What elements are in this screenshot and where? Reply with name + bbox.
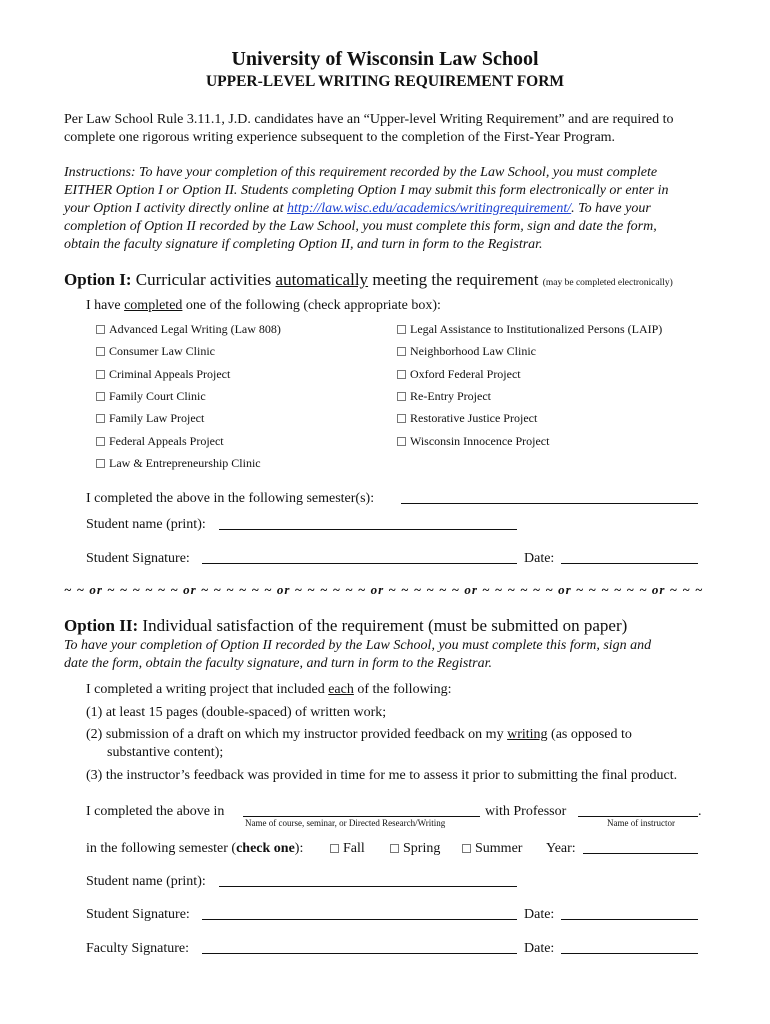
date-label: Date: xyxy=(524,551,555,566)
date-field[interactable] xyxy=(561,563,698,564)
checkbox-icon[interactable] xyxy=(390,844,399,853)
student-signature-label: Student Signature: xyxy=(86,551,190,566)
checkbox-federal-appeals-project[interactable]: Federal Appeals Project xyxy=(96,434,224,449)
checkbox-restorative-justice-project[interactable]: Restorative Justice Project xyxy=(397,411,537,426)
or-divider: ~ ~ or ~ ~ ~ ~ ~ ~ or ~ ~ ~ ~ ~ ~ or ~ ~ ~ ~ ~ ~ or ~ ~ ~ ~ ~ ~ or ~ ~ ~ ~ ~ ~ or ~ ~ ~ ~ ~ ~ or ~ ~ ~ xyxy=(64,582,704,597)
checkbox-icon[interactable] xyxy=(96,392,105,401)
intro-line-2: complete one rigorous writing experience subsequent to the completion of the First-Year Program. xyxy=(64,130,616,145)
instructions-line-1: Instructions: To have your completion of this requirement recorded by the Law School, you must complete xyxy=(64,165,658,180)
faculty-signature-label: Faculty Signature: xyxy=(86,941,190,956)
faculty-signature-field[interactable] xyxy=(202,953,517,954)
option-1-prompt: I have completed one of the following (check appropriate box): xyxy=(86,298,441,313)
completed-in-label: I completed the above in xyxy=(86,804,225,819)
form-subtitle: UPPER-LEVEL WRITING REQUIREMENT FORM xyxy=(205,73,565,90)
student-signature-field[interactable] xyxy=(202,563,517,564)
checkbox-icon[interactable] xyxy=(96,437,105,446)
checkbox-icon[interactable] xyxy=(397,437,406,446)
professor-field[interactable] xyxy=(578,816,698,817)
year-label: Year: xyxy=(546,841,576,856)
course-caption: Name of course, seminar, or Directed Research/Writing xyxy=(245,818,446,828)
checkbox-consumer-law-clinic[interactable]: Consumer Law Clinic xyxy=(96,344,215,359)
option-2-student-name-label: Student name (print): xyxy=(86,874,206,889)
period: . xyxy=(698,804,702,819)
checkbox-re-entry-project[interactable]: Re-Entry Project xyxy=(397,389,491,404)
option-2-instructions-2: date the form, obtain the faculty signature, and turn in form to the Registrar. xyxy=(64,656,493,671)
checkbox-icon[interactable] xyxy=(397,325,406,334)
option-2-student-name-field[interactable] xyxy=(219,886,517,887)
project-intro: I completed a writing project that included each of the following: xyxy=(86,682,452,697)
option-2-date-label: Date: xyxy=(524,907,555,922)
option-2-heading: Option II: Individual satisfaction of the requirement (must be submitted on paper) xyxy=(64,616,628,635)
checkbox-icon[interactable] xyxy=(397,414,406,423)
requirement-2-cont: substantive content); xyxy=(107,745,224,760)
writing-requirement-link[interactable]: http://law.wisc.edu/academics/writingrequirement/ xyxy=(287,201,572,216)
checkbox-icon[interactable] xyxy=(96,414,105,423)
year-field[interactable] xyxy=(583,853,698,854)
checkbox-criminal-appeals-project[interactable]: Criminal Appeals Project xyxy=(96,367,230,382)
option-2-instructions-1: To have your completion of Option II recorded by the Law School, you must complete this form, sign and xyxy=(64,638,652,653)
semester-label: I completed the above in the following semester(s): xyxy=(86,491,375,506)
course-field[interactable] xyxy=(243,816,480,817)
student-name-field[interactable] xyxy=(219,529,517,530)
student-name-label: Student name (print): xyxy=(86,517,206,532)
checkbox-wisconsin-innocence-project[interactable]: Wisconsin Innocence Project xyxy=(397,434,549,449)
checkbox-icon[interactable] xyxy=(397,370,406,379)
checkbox-laip[interactable]: Legal Assistance to Institutionalized Persons (LAIP) xyxy=(397,322,662,337)
instructor-caption: Name of instructor xyxy=(607,818,675,828)
instructions-line-4: completion of Option II recorded by the Law School, you must complete this form, sign and date the form, xyxy=(64,219,657,234)
option-1-note: (may be completed electronically) xyxy=(542,278,673,288)
option-2-student-signature-field[interactable] xyxy=(202,919,517,920)
faculty-date-label: Date: xyxy=(524,941,555,956)
checkbox-icon[interactable] xyxy=(96,347,105,356)
checkbox-icon[interactable] xyxy=(96,325,105,334)
page-title: University of Wisconsin Law School xyxy=(231,48,539,70)
checkbox-icon[interactable] xyxy=(462,844,471,853)
instructions-line-3: your Option I activity directly online at http://law.wisc.edu/academics/writingrequirement/. To have your xyxy=(64,201,651,216)
checkbox-icon[interactable] xyxy=(96,459,105,468)
option-2-date-field[interactable] xyxy=(561,919,698,920)
semester-choice-label: in the following semester (check one): xyxy=(86,841,304,856)
option-1-heading: Option I: Curricular activities automatically meeting the requirement (may be completed electronically) xyxy=(64,270,673,289)
instructions-line-5: obtain the faculty signature if completing Option II, and turn in form to the Registrar. xyxy=(64,237,543,252)
semester-field[interactable] xyxy=(401,503,698,504)
checkbox-summer[interactable]: Summer xyxy=(462,840,522,858)
checkbox-fall[interactable]: Fall xyxy=(330,840,365,858)
checkbox-icon[interactable] xyxy=(397,392,406,401)
checkbox-advanced-legal-writing[interactable]: Advanced Legal Writing (Law 808) xyxy=(96,322,281,337)
checkbox-family-law-project[interactable]: Family Law Project xyxy=(96,411,204,426)
option-2-student-signature-label: Student Signature: xyxy=(86,907,190,922)
checkbox-spring[interactable]: Spring xyxy=(390,840,440,858)
requirement-2: (2) submission of a draft on which my instructor provided feedback on my writing (as opposed to xyxy=(86,727,632,742)
checkbox-oxford-federal-project[interactable]: Oxford Federal Project xyxy=(397,367,521,382)
checkbox-icon[interactable] xyxy=(330,844,339,853)
checkbox-law-entrepreneurship-clinic[interactable]: Law & Entrepreneurship Clinic xyxy=(96,456,261,471)
instructions-line-2: EITHER Option I or Option II. Students completing Option I may submit this form electronically or enter in xyxy=(64,183,669,198)
checkbox-neighborhood-law-clinic[interactable]: Neighborhood Law Clinic xyxy=(397,344,536,359)
requirement-3: (3) the instructor’s feedback was provided in time for me to assess it prior to submitting the final product. xyxy=(86,768,678,783)
intro-line-1: Per Law School Rule 3.11.1, J.D. candidates have an “Upper-level Writing Requirement” and are required to xyxy=(64,112,674,127)
checkbox-icon[interactable] xyxy=(397,347,406,356)
faculty-date-field[interactable] xyxy=(561,953,698,954)
requirement-1: (1) at least 15 pages (double-spaced) of written work; xyxy=(86,705,387,720)
checkbox-family-court-clinic[interactable]: Family Court Clinic xyxy=(96,389,206,404)
with-professor-label: with Professor xyxy=(485,804,567,819)
checkbox-icon[interactable] xyxy=(96,370,105,379)
